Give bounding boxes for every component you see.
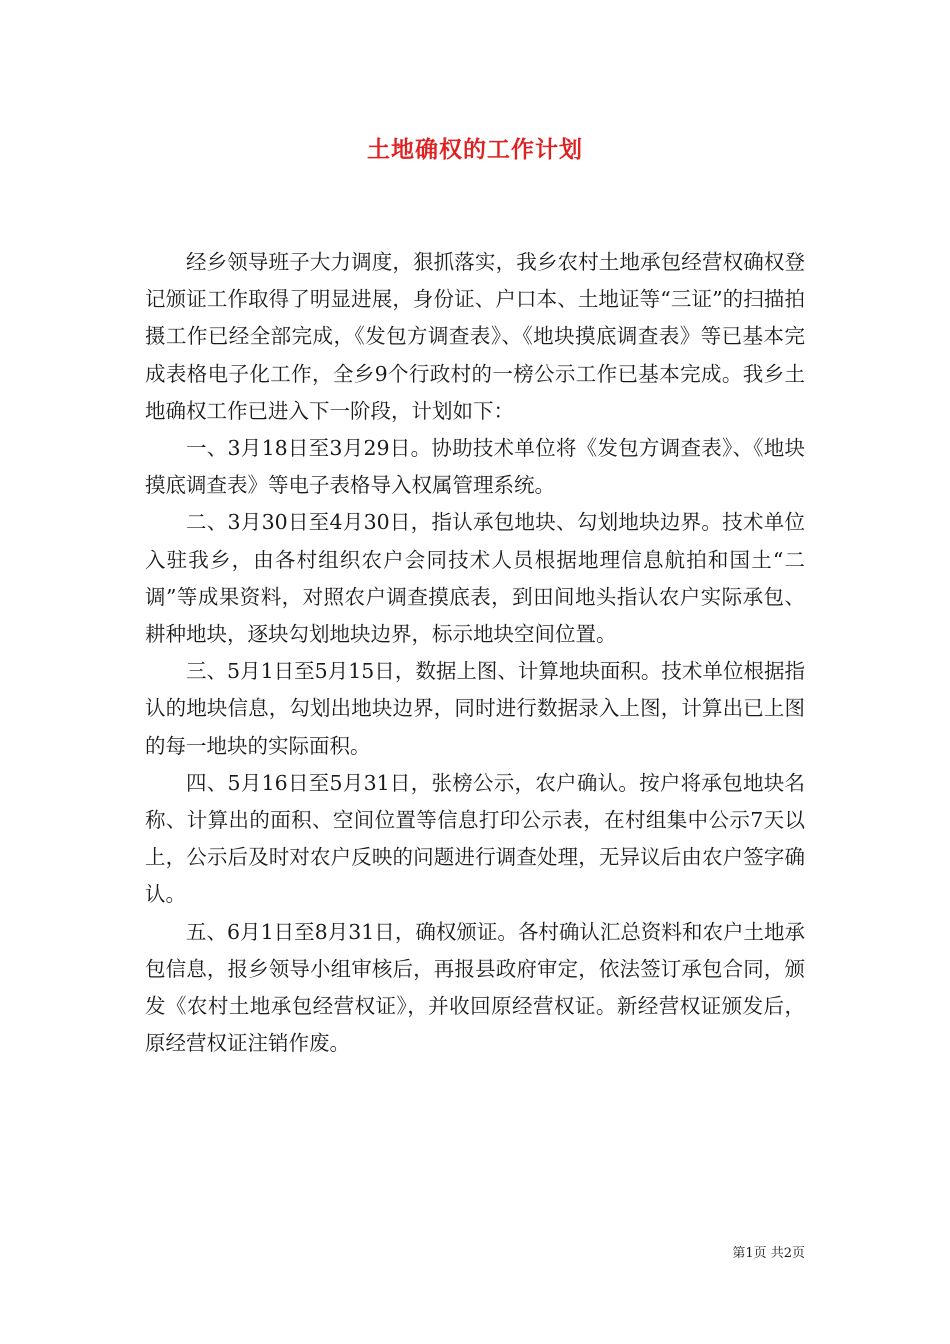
page-number: 第1页 共2页: [732, 1246, 805, 1261]
paragraph-step-1: 一、3月18日至3月29日。协助技术单位将《发包方调查表》、《地块摸底调查表》等电子表格导入权属管理系统。: [145, 436, 805, 498]
paragraph-step-2: 二、3月30日至4月30日，指认承包地块、勾划地块边界。技术单位入驻我乡，由各村组织农户会同技术人员根据地理信息航拍和国土“二调”等成果资料，对照农户调查摸底表，到田间地头指认农户实际承包、耕种地块，逐块勾划地块边界，标示地块空间位置。: [145, 510, 805, 647]
paragraph-step-3: 三、5月1日至5月15日，数据上图、计算地块面积。技术单位根据指认的地块信息，勾划出地块边界，同时进行数据录入上图，计算出已上图的每一地块的实际面积。: [145, 659, 805, 758]
paragraph-intro: 经乡领导班子大力调度，狠抓落实，我乡农村土地承包经营权确权登记颁证工作取得了明显进展，身份证、户口本、土地证等“三证”的扫描拍摄工作已经全部完成，《发包方调查表》、《地块摸底调查表》等已基本完成表格电子化工作，全乡9个行政村的一榜公示工作已基本完成。我乡土地确权工作已进入下一阶段，计划如下：: [145, 250, 805, 423]
document-body: [145, 244, 805, 1062]
document-title: 土地确权的工作计划: [367, 136, 583, 163]
paragraph-step-5: 五、6月1日至8月31日，确权颁证。各村确认汇总资料和农户土地承包信息，报乡领导小组审核后，再报县政府审定，依法签订承包合同，颁发《农村土地承包经营权证》，并收回原经营权证。新经营权证颁发后，原经营权证注销作废。: [145, 919, 805, 1056]
paragraph-step-4: 四、5月16日至5月31日，张榜公示，农户确认。按户将承包地块名称、计算出的面积、空间位置等信息打印公示表，在村组集中公示7天以上，公示后及时对农户反映的问题进行调查处理，无异议后由农户签字确认。: [145, 770, 805, 907]
